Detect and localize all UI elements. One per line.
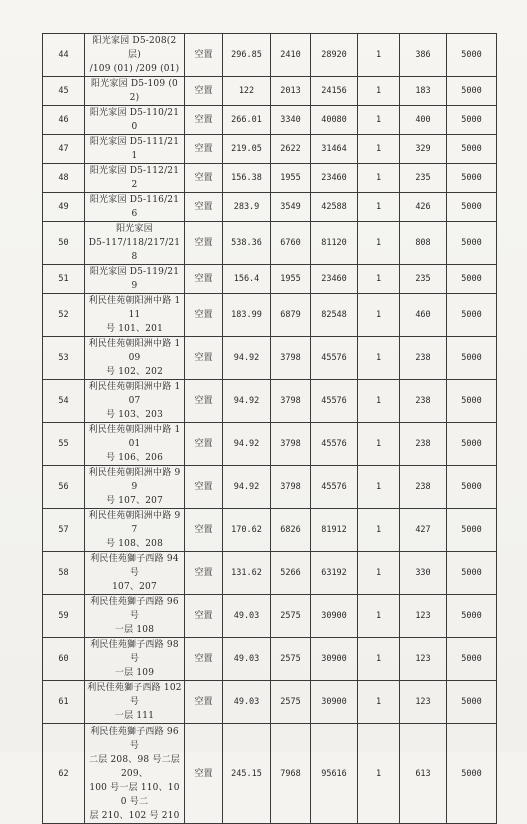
- term-years-cell: 1: [358, 552, 400, 595]
- annual-rent-cell: 81912: [311, 509, 358, 552]
- address-line: 利民佳苑朝阳洲中路 101: [88, 425, 181, 449]
- deposit-cell: 235: [400, 265, 447, 294]
- table-row: [43, 193, 497, 222]
- address-line: 阳光家园 D5-110/210: [89, 108, 180, 132]
- monthly-rent-cell: 6879: [271, 294, 311, 337]
- address-cell: [85, 106, 185, 135]
- monthly-rent-cell: 3798: [271, 423, 311, 466]
- row-number-cell: 61: [43, 681, 85, 724]
- row-number-cell: 54: [43, 380, 85, 423]
- fee-cell: 5000: [447, 509, 497, 552]
- address-line: 阳光家园: [116, 224, 153, 234]
- annual-rent-cell: 23460: [311, 164, 358, 193]
- address-line: 107、207: [112, 582, 157, 592]
- address-line: 号 107、207: [105, 496, 164, 506]
- deposit-cell: 330: [400, 552, 447, 595]
- address-cell: [85, 509, 185, 552]
- table-row: [43, 509, 497, 552]
- status-cell: 空置: [185, 193, 223, 222]
- address-line: 利民佳苑獅子西路 94 号: [90, 554, 179, 578]
- address-line: 号 101、201: [105, 324, 164, 334]
- deposit-cell: 613: [400, 724, 447, 824]
- address-line: 一层 109: [114, 668, 155, 678]
- annual-rent-cell: 82548: [311, 294, 358, 337]
- address-cell: [85, 294, 185, 337]
- status-cell: 空置: [185, 552, 223, 595]
- fee-cell: 5000: [447, 164, 497, 193]
- fee-cell: 5000: [447, 106, 497, 135]
- deposit-cell: 123: [400, 638, 447, 681]
- fee-cell: 5000: [447, 380, 497, 423]
- address-line: 号 108、208: [105, 539, 164, 549]
- table-row: [43, 34, 497, 77]
- area-cell: 538.36: [223, 222, 271, 265]
- row-number-cell: 56: [43, 466, 85, 509]
- table-row: [43, 135, 497, 164]
- monthly-rent-cell: 1955: [271, 265, 311, 294]
- term-years-cell: 1: [358, 222, 400, 265]
- address-line: 号 106、206: [105, 453, 164, 463]
- address-line: 阳光家园 D5-119/219: [89, 267, 180, 291]
- status-cell: 空置: [185, 638, 223, 681]
- table-row: [43, 681, 497, 724]
- area-cell: 49.03: [223, 638, 271, 681]
- area-cell: 122: [223, 77, 271, 106]
- term-years-cell: 1: [358, 595, 400, 638]
- area-cell: 183.99: [223, 294, 271, 337]
- address-cell: [85, 638, 185, 681]
- monthly-rent-cell: 6826: [271, 509, 311, 552]
- deposit-cell: 238: [400, 337, 447, 380]
- annual-rent-cell: 30900: [311, 595, 358, 638]
- row-number-cell: 51: [43, 265, 85, 294]
- annual-rent-cell: 45576: [311, 423, 358, 466]
- address-line: 二层 208、98 号二层 209、: [89, 754, 180, 779]
- table-row: [43, 164, 497, 193]
- annual-rent-cell: 95616: [311, 724, 358, 824]
- address-line: 阳光家园 D5-116/216: [89, 195, 180, 219]
- annual-rent-cell: 30900: [311, 638, 358, 681]
- fee-cell: 5000: [447, 265, 497, 294]
- address-line: 利民佳苑獅子西路 102 号: [87, 683, 182, 707]
- area-cell: 94.92: [223, 423, 271, 466]
- annual-rent-cell: 42588: [311, 193, 358, 222]
- address-line: 利民佳苑獅子西路 96 号: [90, 597, 179, 621]
- status-cell: 空置: [185, 222, 223, 265]
- address-line: /109 (01) /209 (01): [89, 64, 180, 74]
- row-number-cell: 47: [43, 135, 85, 164]
- deposit-cell: 808: [400, 222, 447, 265]
- address-line: 阳光家园 D5-112/212: [89, 166, 180, 190]
- fee-cell: 5000: [447, 552, 497, 595]
- monthly-rent-cell: 2575: [271, 595, 311, 638]
- term-years-cell: 1: [358, 135, 400, 164]
- address-cell: [85, 135, 185, 164]
- deposit-cell: 427: [400, 509, 447, 552]
- status-cell: 空置: [185, 724, 223, 824]
- table-row: [43, 423, 497, 466]
- table-row: [43, 106, 497, 135]
- term-years-cell: 1: [358, 265, 400, 294]
- deposit-cell: 238: [400, 466, 447, 509]
- area-cell: 170.62: [223, 509, 271, 552]
- table-row: [43, 222, 497, 265]
- term-years-cell: 1: [358, 509, 400, 552]
- row-number-cell: 52: [43, 294, 85, 337]
- term-years-cell: 1: [358, 724, 400, 824]
- term-years-cell: 1: [358, 34, 400, 77]
- table-row: [43, 265, 497, 294]
- deposit-cell: 183: [400, 77, 447, 106]
- area-cell: 94.92: [223, 466, 271, 509]
- area-cell: 156.38: [223, 164, 271, 193]
- fee-cell: 5000: [447, 337, 497, 380]
- address-line: 阳光家园 D5-208(2 层): [92, 36, 177, 60]
- monthly-rent-cell: 3798: [271, 466, 311, 509]
- address-cell: [85, 77, 185, 106]
- deposit-cell: 329: [400, 135, 447, 164]
- row-number-cell: 50: [43, 222, 85, 265]
- address-line: 利民佳苑朝阳洲中路 99: [88, 468, 181, 492]
- row-number-cell: 55: [43, 423, 85, 466]
- area-cell: 131.62: [223, 552, 271, 595]
- table-row: [43, 724, 497, 824]
- address-cell: [85, 423, 185, 466]
- status-cell: 空置: [185, 106, 223, 135]
- status-cell: 空置: [185, 681, 223, 724]
- annual-rent-cell: 30900: [311, 681, 358, 724]
- monthly-rent-cell: 3549: [271, 193, 311, 222]
- monthly-rent-cell: 2013: [271, 77, 311, 106]
- term-years-cell: 1: [358, 77, 400, 106]
- address-line: 层 210、102 号 210: [89, 810, 180, 821]
- annual-rent-cell: 45576: [311, 466, 358, 509]
- address-line: 利民佳苑朝阳洲中路 111: [88, 296, 181, 320]
- table-row: [43, 77, 497, 106]
- monthly-rent-cell: 3798: [271, 380, 311, 423]
- deposit-cell: 123: [400, 595, 447, 638]
- address-line: 利民佳苑獅子西路 98 号: [90, 640, 179, 664]
- fee-cell: 5000: [447, 193, 497, 222]
- annual-rent-cell: 24156: [311, 77, 358, 106]
- row-number-cell: 58: [43, 552, 85, 595]
- address-line: 利民佳苑獅子西路 96 号: [90, 726, 179, 751]
- status-cell: 空置: [185, 509, 223, 552]
- deposit-cell: 400: [400, 106, 447, 135]
- term-years-cell: 1: [358, 193, 400, 222]
- status-cell: 空置: [185, 265, 223, 294]
- address-line: 一层 111: [114, 711, 155, 721]
- address-cell: [85, 337, 185, 380]
- annual-rent-cell: 40080: [311, 106, 358, 135]
- status-cell: 空置: [185, 34, 223, 77]
- fee-cell: 5000: [447, 34, 497, 77]
- fee-cell: 5000: [447, 724, 497, 824]
- row-number-cell: 62: [43, 724, 85, 824]
- address-line: 利民佳苑朝阳洲中路 107: [88, 382, 181, 406]
- annual-rent-cell: 63192: [311, 552, 358, 595]
- row-number-cell: 46: [43, 106, 85, 135]
- monthly-rent-cell: 3798: [271, 337, 311, 380]
- address-cell: [85, 193, 185, 222]
- address-cell: [85, 380, 185, 423]
- area-cell: 49.03: [223, 595, 271, 638]
- row-number-cell: 53: [43, 337, 85, 380]
- table-row: [43, 638, 497, 681]
- property-table: [42, 33, 497, 824]
- row-number-cell: 59: [43, 595, 85, 638]
- status-cell: 空置: [185, 294, 223, 337]
- status-cell: 空置: [185, 595, 223, 638]
- annual-rent-cell: 31464: [311, 135, 358, 164]
- fee-cell: 5000: [447, 294, 497, 337]
- term-years-cell: 1: [358, 164, 400, 193]
- annual-rent-cell: 28920: [311, 34, 358, 77]
- status-cell: 空置: [185, 466, 223, 509]
- area-cell: 219.05: [223, 135, 271, 164]
- status-cell: 空置: [185, 135, 223, 164]
- area-cell: 283.9: [223, 193, 271, 222]
- table-row: [43, 466, 497, 509]
- address-cell: [85, 552, 185, 595]
- table-row: [43, 337, 497, 380]
- term-years-cell: 1: [358, 681, 400, 724]
- fee-cell: 5000: [447, 222, 497, 265]
- status-cell: 空置: [185, 164, 223, 193]
- address-line: 号 103、203: [105, 410, 164, 420]
- address-line: 阳光家园 D5-111/211: [89, 137, 180, 161]
- status-cell: 空置: [185, 423, 223, 466]
- monthly-rent-cell: 1955: [271, 164, 311, 193]
- row-number-cell: 48: [43, 164, 85, 193]
- row-number-cell: 44: [43, 34, 85, 77]
- address-cell: [85, 724, 185, 824]
- address-cell: [85, 595, 185, 638]
- term-years-cell: 1: [358, 294, 400, 337]
- term-years-cell: 1: [358, 337, 400, 380]
- area-cell: 94.92: [223, 380, 271, 423]
- table-row: [43, 294, 497, 337]
- row-number-cell: 60: [43, 638, 85, 681]
- address-cell: [85, 681, 185, 724]
- monthly-rent-cell: 7968: [271, 724, 311, 824]
- address-cell: [85, 222, 185, 265]
- address-line: 阳光家园 D5-109 (02): [91, 79, 178, 103]
- table-row: [43, 380, 497, 423]
- area-cell: 245.15: [223, 724, 271, 824]
- row-number-cell: 45: [43, 77, 85, 106]
- address-line: 号 102、202: [105, 367, 164, 377]
- area-cell: 94.92: [223, 337, 271, 380]
- address-line: D5-117/118/217/218: [88, 238, 181, 262]
- monthly-rent-cell: 2410: [271, 34, 311, 77]
- monthly-rent-cell: 5266: [271, 552, 311, 595]
- fee-cell: 5000: [447, 681, 497, 724]
- monthly-rent-cell: 2622: [271, 135, 311, 164]
- area-cell: 296.85: [223, 34, 271, 77]
- fee-cell: 5000: [447, 77, 497, 106]
- area-cell: 266.01: [223, 106, 271, 135]
- monthly-rent-cell: 2575: [271, 681, 311, 724]
- monthly-rent-cell: 3340: [271, 106, 311, 135]
- address-cell: [85, 265, 185, 294]
- status-cell: 空置: [185, 337, 223, 380]
- row-number-cell: 49: [43, 193, 85, 222]
- address-line: 利民佳苑朝阳洲中路 97: [88, 511, 181, 535]
- fee-cell: 5000: [447, 595, 497, 638]
- monthly-rent-cell: 2575: [271, 638, 311, 681]
- deposit-cell: 238: [400, 380, 447, 423]
- term-years-cell: 1: [358, 466, 400, 509]
- address-cell: [85, 466, 185, 509]
- deposit-cell: 123: [400, 681, 447, 724]
- annual-rent-cell: 81120: [311, 222, 358, 265]
- table-body: [43, 34, 497, 824]
- fee-cell: 5000: [447, 423, 497, 466]
- term-years-cell: 1: [358, 106, 400, 135]
- deposit-cell: 426: [400, 193, 447, 222]
- deposit-cell: 460: [400, 294, 447, 337]
- area-cell: 156.4: [223, 265, 271, 294]
- monthly-rent-cell: 6760: [271, 222, 311, 265]
- address-cell: [85, 164, 185, 193]
- fee-cell: 5000: [447, 135, 497, 164]
- deposit-cell: 386: [400, 34, 447, 77]
- annual-rent-cell: 45576: [311, 337, 358, 380]
- status-cell: 空置: [185, 77, 223, 106]
- area-cell: 49.03: [223, 681, 271, 724]
- annual-rent-cell: 23460: [311, 265, 358, 294]
- address-line: 100 号一层 110、100 号二: [89, 782, 180, 807]
- row-number-cell: 57: [43, 509, 85, 552]
- address-cell: [85, 34, 185, 77]
- term-years-cell: 1: [358, 423, 400, 466]
- fee-cell: 5000: [447, 466, 497, 509]
- status-cell: 空置: [185, 380, 223, 423]
- table-row: [43, 595, 497, 638]
- term-years-cell: 1: [358, 638, 400, 681]
- address-line: 利民佳苑朝阳洲中路 109: [88, 339, 181, 363]
- table-row: [43, 552, 497, 595]
- fee-cell: 5000: [447, 638, 497, 681]
- deposit-cell: 235: [400, 164, 447, 193]
- annual-rent-cell: 45576: [311, 380, 358, 423]
- term-years-cell: 1: [358, 380, 400, 423]
- address-line: 一层 108: [114, 625, 155, 635]
- deposit-cell: 238: [400, 423, 447, 466]
